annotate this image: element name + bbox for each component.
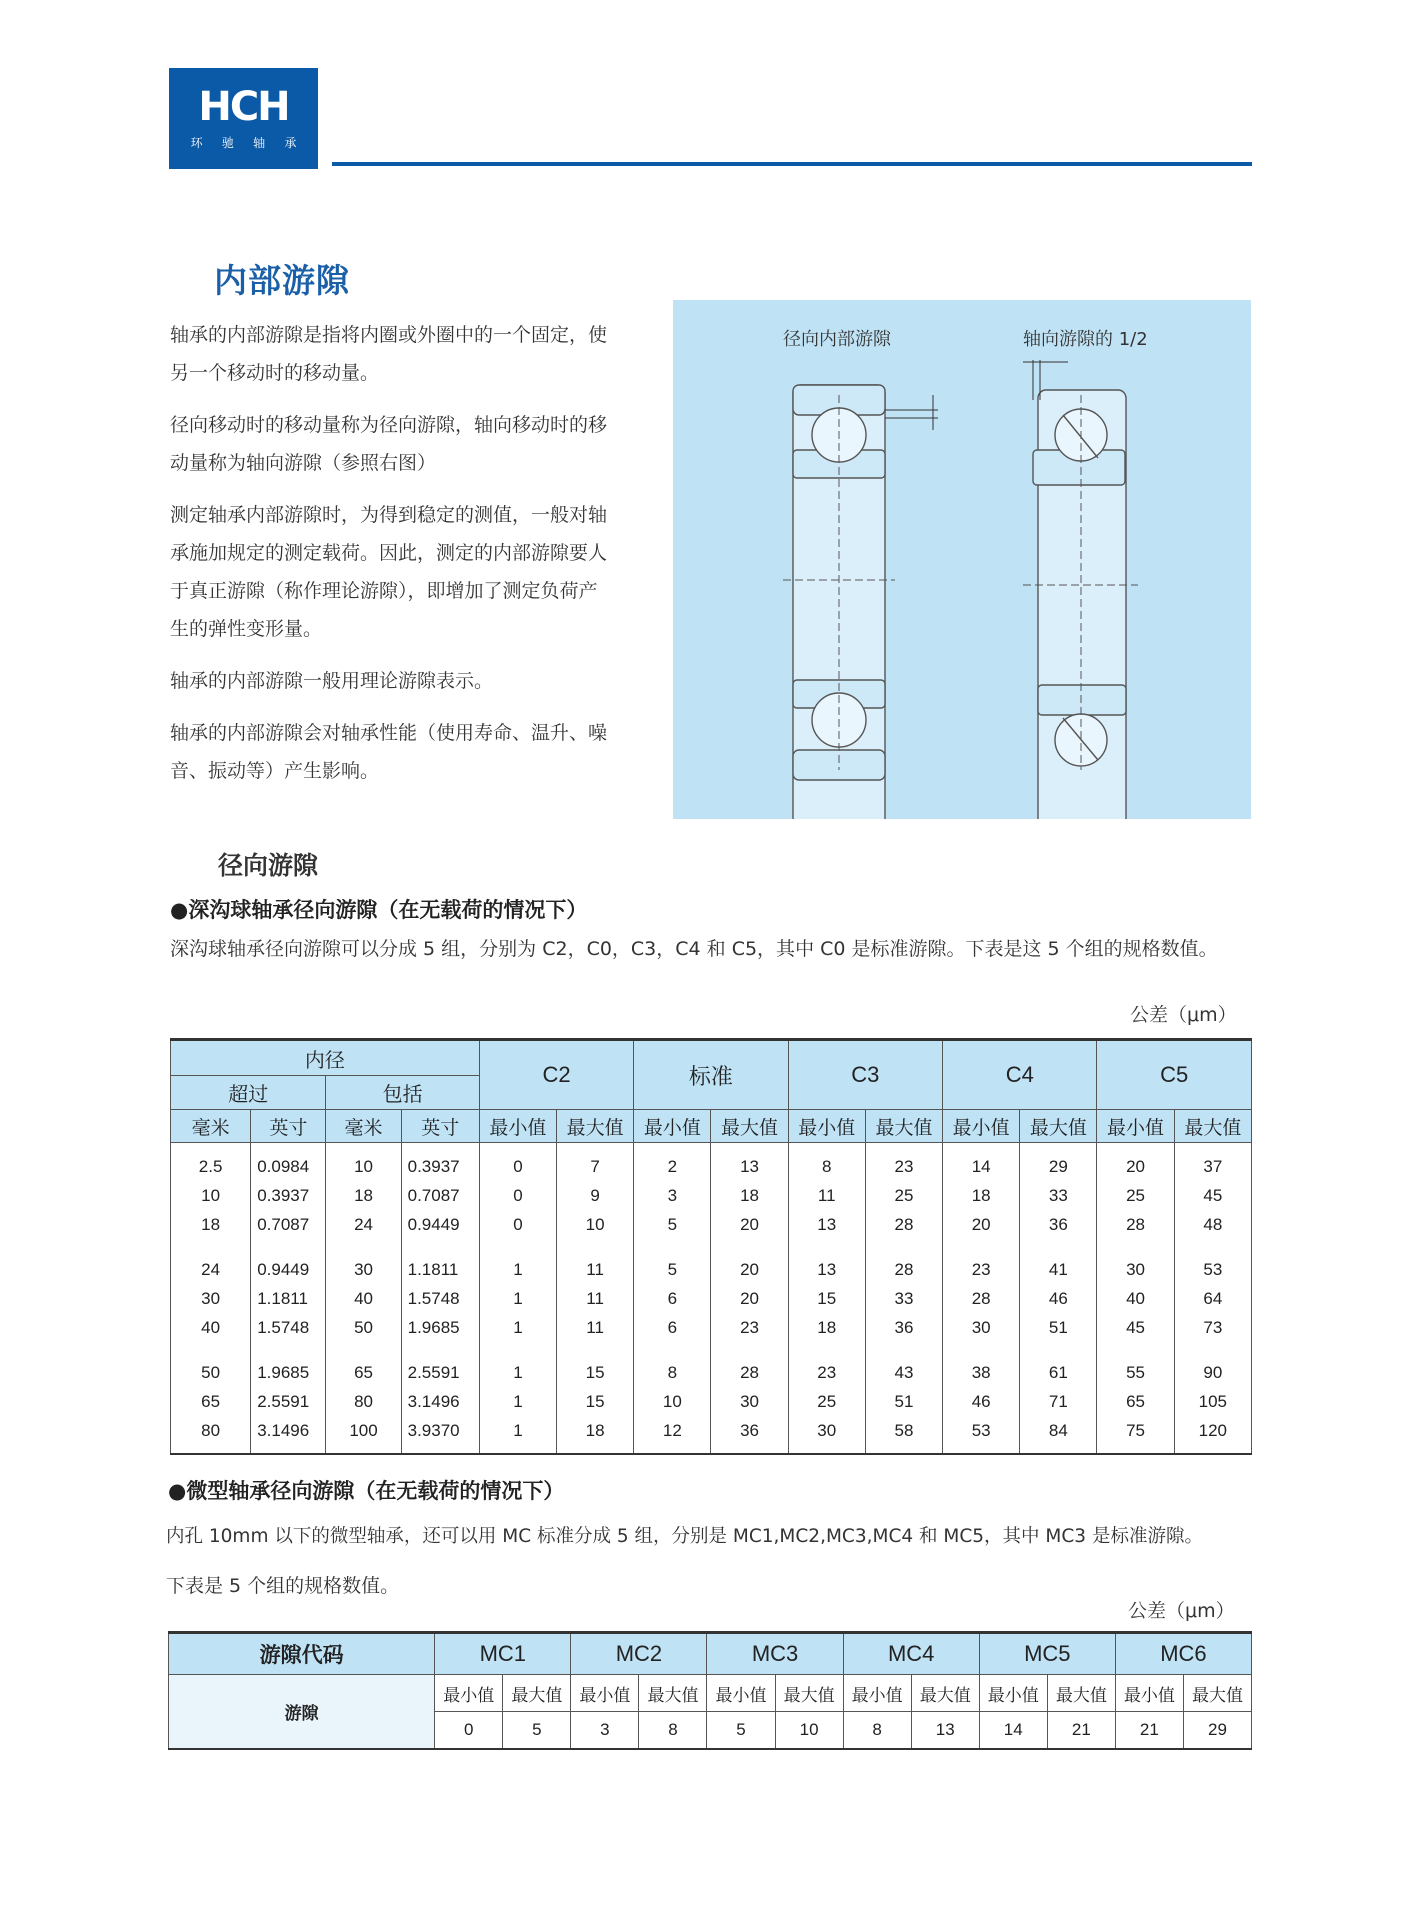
header-max: 最大值 — [865, 1110, 942, 1143]
table-cell: 30 — [1097, 1240, 1174, 1285]
header-clearance-code: 游隙代码 — [169, 1633, 435, 1675]
table-cell: 15 — [788, 1285, 865, 1314]
table-cell: 15 — [557, 1343, 634, 1388]
header-max: 最大值 — [1047, 1675, 1115, 1712]
table-cell: 23 — [943, 1240, 1020, 1285]
table-cell: 3.9370 — [401, 1417, 479, 1454]
header-min: 最小值 — [1097, 1110, 1174, 1143]
table-cell: 24 — [171, 1240, 251, 1285]
header-max: 最大值 — [911, 1675, 979, 1712]
logo-mark: HCH — [198, 84, 289, 130]
miniature-description-2: 下表是 5 个组的规格数值。 — [166, 1575, 400, 1597]
clearance-diagram — [673, 300, 1251, 819]
table-cell: 7 — [557, 1143, 634, 1182]
table-cell: 21 — [1115, 1712, 1183, 1749]
table-cell: 45 — [1097, 1314, 1174, 1343]
table-cell: 11 — [557, 1314, 634, 1343]
logo-char: 轴 — [253, 136, 266, 150]
table-cell: 2.5591 — [251, 1388, 326, 1417]
header-min: 最小值 — [788, 1110, 865, 1143]
header-min: 最小值 — [435, 1675, 503, 1712]
table-cell: 40 — [1097, 1285, 1174, 1314]
table-cell: 6 — [634, 1314, 711, 1343]
intro-paragraph: 径向移动时的移动量称为径向游隙，轴向移动时的移动量称为轴向游隙（参照右图） — [170, 414, 608, 474]
table-cell: 10 — [634, 1388, 711, 1417]
header-over: 超过 — [171, 1076, 326, 1110]
header-max: 最大值 — [775, 1675, 843, 1712]
table-cell: 3 — [571, 1712, 639, 1749]
table-cell: 13 — [711, 1143, 788, 1182]
header-mm: 毫米 — [171, 1110, 251, 1143]
table-cell: 28 — [1097, 1211, 1174, 1240]
header-mc5: MC5 — [979, 1633, 1115, 1675]
intro-paragraph: 轴承的内部游隙会对轴承性能（使用寿命、温升、噪音、振动等）产生影响。 — [170, 722, 608, 782]
table-cell: 0 — [479, 1211, 556, 1240]
table-cell: 11 — [788, 1182, 865, 1211]
logo-subtitle — [169, 134, 318, 151]
table-cell: 1 — [479, 1417, 556, 1454]
table-cell: 65 — [326, 1343, 401, 1388]
table-cell: 40 — [171, 1314, 251, 1343]
table-cell: 0.9449 — [401, 1211, 479, 1240]
table-cell: 8 — [634, 1343, 711, 1388]
header-c2: C2 — [479, 1040, 633, 1110]
table-row — [171, 1388, 1252, 1417]
logo-char: 承 — [284, 136, 297, 150]
table-cell: 48 — [1174, 1211, 1251, 1240]
table-cell: 20 — [1097, 1143, 1174, 1182]
table-cell: 1.9685 — [401, 1314, 479, 1343]
table-cell: 53 — [1174, 1240, 1251, 1285]
table-cell: 28 — [865, 1240, 942, 1285]
table2-unit: 公差（μm） — [1128, 1600, 1235, 1622]
header-max: 最大值 — [711, 1110, 788, 1143]
table-row — [171, 1240, 1252, 1285]
table-cell: 41 — [1020, 1240, 1097, 1285]
table-cell: 37 — [1174, 1143, 1251, 1182]
table-cell: 13 — [911, 1712, 979, 1749]
table-cell: 6 — [634, 1285, 711, 1314]
table1-unit: 公差（μm） — [1130, 1004, 1237, 1026]
table-cell: 24 — [326, 1211, 401, 1240]
table-cell: 8 — [639, 1712, 707, 1749]
table-cell: 58 — [865, 1417, 942, 1454]
table-row — [171, 1343, 1252, 1388]
table-cell: 11 — [557, 1240, 634, 1285]
table-row — [171, 1314, 1252, 1343]
table-cell: 30 — [326, 1240, 401, 1285]
miniature-description: 内孔 10mm 以下的微型轴承，还可以用 MC 标准分成 5 组，分别是 MC1,MC2,MC3,MC4 和 MC5，其中 MC3 是标准游隙。 — [166, 1526, 1203, 1547]
header-mc6: MC6 — [1115, 1633, 1251, 1675]
table-cell: 51 — [865, 1388, 942, 1417]
table-cell: 2 — [634, 1143, 711, 1182]
table-cell: 80 — [326, 1388, 401, 1417]
header-mc3: MC3 — [707, 1633, 843, 1675]
header-bore: 内径 — [171, 1040, 480, 1076]
header-standard: 标准 — [634, 1040, 788, 1110]
table-cell: 38 — [943, 1343, 1020, 1388]
table-cell: 20 — [943, 1211, 1020, 1240]
table-cell: 51 — [1020, 1314, 1097, 1343]
header-min: 最小值 — [634, 1110, 711, 1143]
table-cell: 0.0984 — [251, 1143, 326, 1182]
header-max: 最大值 — [557, 1110, 634, 1143]
table-cell: 25 — [788, 1388, 865, 1417]
table-cell: 33 — [1020, 1182, 1097, 1211]
table-cell: 25 — [865, 1182, 942, 1211]
table-cell: 61 — [1020, 1343, 1097, 1388]
table-cell: 18 — [711, 1182, 788, 1211]
table-row — [171, 1143, 1252, 1182]
table-cell: 11 — [557, 1285, 634, 1314]
header-min: 最小值 — [843, 1675, 911, 1712]
bearing-illustration — [673, 300, 1251, 819]
table-cell: 12 — [634, 1417, 711, 1454]
table-cell: 1 — [479, 1285, 556, 1314]
table-cell: 1 — [479, 1343, 556, 1388]
table-cell: 10 — [775, 1712, 843, 1749]
header-c4: C4 — [943, 1040, 1097, 1110]
table-cell: 30 — [943, 1314, 1020, 1343]
header-c5: C5 — [1097, 1040, 1252, 1110]
table-row — [171, 1211, 1252, 1240]
table-cell: 3.1496 — [251, 1417, 326, 1454]
table-cell: 23 — [711, 1314, 788, 1343]
table-cell: 100 — [326, 1417, 401, 1454]
table-cell: 45 — [1174, 1182, 1251, 1211]
table-cell: 1 — [479, 1314, 556, 1343]
table-cell: 29 — [1183, 1712, 1251, 1749]
table-cell: 0.3937 — [251, 1182, 326, 1211]
company-logo — [169, 68, 318, 169]
table-cell: 120 — [1174, 1417, 1251, 1454]
logo-char: 驰 — [221, 136, 234, 150]
table-cell: 2.5591 — [401, 1343, 479, 1388]
table-cell: 0 — [479, 1182, 556, 1211]
table-cell: 73 — [1174, 1314, 1251, 1343]
header-mm: 毫米 — [326, 1110, 401, 1143]
table-cell: 0.7087 — [401, 1182, 479, 1211]
table-cell: 3.1496 — [401, 1388, 479, 1417]
radial-clearance-title: 径向游隙 — [218, 851, 319, 880]
table-cell: 40 — [326, 1285, 401, 1314]
miniature-clearance-table — [168, 1631, 1252, 1750]
table-cell: 13 — [788, 1211, 865, 1240]
table-cell: 46 — [1020, 1285, 1097, 1314]
header-mc4: MC4 — [843, 1633, 979, 1675]
header-max: 最大值 — [503, 1675, 571, 1712]
header-min: 最小值 — [571, 1675, 639, 1712]
table-cell: 20 — [711, 1240, 788, 1285]
table-row — [171, 1417, 1252, 1454]
table-cell: 43 — [865, 1343, 942, 1388]
header-inch: 英寸 — [251, 1110, 326, 1143]
axial-clearance-label: 轴向游隙的 1/2 — [1023, 329, 1148, 350]
table-cell: 5 — [503, 1712, 571, 1749]
table-cell: 14 — [943, 1143, 1020, 1182]
intro-paragraph: 测定轴承内部游隙时，为得到稳定的测值，一般对轴承施加规定的测定载荷。因此，测定的内部游隙要人于真正游隙（称作理论游隙），即增加了测定负荷产生的弹性变形量。 — [170, 504, 608, 640]
table-cell: 20 — [711, 1285, 788, 1314]
table-cell: 21 — [1047, 1712, 1115, 1749]
table-cell: 18 — [326, 1182, 401, 1211]
table-cell: 36 — [711, 1417, 788, 1454]
header-mc1: MC1 — [435, 1633, 571, 1675]
table-cell: 0.3937 — [401, 1143, 479, 1182]
deep-groove-title: ●深沟球轴承径向游隙（在无载荷的情况下） — [170, 898, 588, 922]
table-cell: 5 — [634, 1211, 711, 1240]
table-cell: 9 — [557, 1182, 634, 1211]
table-cell: 1.5748 — [401, 1285, 479, 1314]
table-cell: 18 — [557, 1417, 634, 1454]
table-cell: 1.1811 — [251, 1285, 326, 1314]
table-cell: 75 — [1097, 1417, 1174, 1454]
radial-clearance-label: 径向内部游隙 — [783, 329, 891, 350]
table-cell: 71 — [1020, 1388, 1097, 1417]
table-cell: 55 — [1097, 1343, 1174, 1388]
table1-body — [171, 1143, 1252, 1454]
table-cell: 1.5748 — [251, 1314, 326, 1343]
table-cell: 18 — [943, 1182, 1020, 1211]
table-cell: 14 — [979, 1712, 1047, 1749]
table-cell: 18 — [788, 1314, 865, 1343]
table-cell: 18 — [171, 1211, 251, 1240]
header-max: 最大值 — [1174, 1110, 1251, 1143]
table-cell: 10 — [326, 1143, 401, 1182]
table-cell: 0.7087 — [251, 1211, 326, 1240]
table-cell: 28 — [943, 1285, 1020, 1314]
table-cell: 28 — [865, 1211, 942, 1240]
table-cell: 29 — [1020, 1143, 1097, 1182]
header-mc2: MC2 — [571, 1633, 707, 1675]
table-cell: 23 — [788, 1343, 865, 1388]
table-cell: 90 — [1174, 1343, 1251, 1388]
miniature-title: ●微型轴承径向游隙（在无载荷的情况下） — [168, 1479, 565, 1503]
table-cell: 3 — [634, 1182, 711, 1211]
table-cell: 1.1811 — [401, 1240, 479, 1285]
header-c3: C3 — [788, 1040, 942, 1110]
table-cell: 5 — [634, 1240, 711, 1285]
section-title: 内部游隙 — [214, 261, 350, 300]
header-incl: 包括 — [326, 1076, 479, 1110]
table-cell: 65 — [171, 1388, 251, 1417]
table-cell: 84 — [1020, 1417, 1097, 1454]
table-cell: 2.5 — [171, 1143, 251, 1182]
table-cell: 28 — [711, 1343, 788, 1388]
table-cell: 8 — [843, 1712, 911, 1749]
table-cell: 10 — [171, 1182, 251, 1211]
table-cell: 64 — [1174, 1285, 1251, 1314]
table-cell: 8 — [788, 1143, 865, 1182]
table-cell: 0 — [435, 1712, 503, 1749]
header-max: 最大值 — [1020, 1110, 1097, 1143]
table-cell: 20 — [711, 1211, 788, 1240]
header-max: 最大值 — [1183, 1675, 1251, 1712]
header-max: 最大值 — [639, 1675, 707, 1712]
header-min: 最小值 — [479, 1110, 556, 1143]
header-inch: 英寸 — [401, 1110, 479, 1143]
table-cell: 36 — [1020, 1211, 1097, 1240]
table-cell: 36 — [865, 1314, 942, 1343]
axial-bearing — [1033, 390, 1126, 819]
table-cell: 23 — [865, 1143, 942, 1182]
table-cell: 1 — [479, 1388, 556, 1417]
table-cell: 80 — [171, 1417, 251, 1454]
table-cell: 30 — [788, 1417, 865, 1454]
deep-groove-description: 深沟球轴承径向游隙可以分成 5 组，分别为 C2，C0，C3，C4 和 C5，其中 C0 是标准游隙。下表是这 5 个组的规格数值。 — [170, 938, 1218, 960]
table-cell: 30 — [171, 1285, 251, 1314]
header-min: 最小值 — [1115, 1675, 1183, 1712]
table-cell: 10 — [557, 1211, 634, 1240]
table-cell: 50 — [326, 1314, 401, 1343]
logo-char: 环 — [190, 136, 203, 150]
intro-text — [170, 316, 615, 804]
intro-paragraph: 轴承的内部游隙是指将内圈或外圈中的一个固定，使另一个移动时的移动量。 — [170, 324, 608, 384]
table-cell: 53 — [943, 1417, 1020, 1454]
table-cell: 65 — [1097, 1388, 1174, 1417]
table-cell: 105 — [1174, 1388, 1251, 1417]
header-rule — [332, 162, 1252, 166]
row-clearance-label: 游隙 — [169, 1675, 435, 1749]
table-cell: 1.9685 — [251, 1343, 326, 1388]
table-cell: 5 — [707, 1712, 775, 1749]
table-cell: 30 — [711, 1388, 788, 1417]
table-cell: 46 — [943, 1388, 1020, 1417]
header-min: 最小值 — [979, 1675, 1047, 1712]
header-min: 最小值 — [707, 1675, 775, 1712]
table-cell: 15 — [557, 1388, 634, 1417]
table-cell: 13 — [788, 1240, 865, 1285]
table-row — [171, 1285, 1252, 1314]
table-cell: 1 — [479, 1240, 556, 1285]
intro-paragraph: 轴承的内部游隙一般用理论游隙表示。 — [170, 670, 494, 692]
header-min: 最小值 — [943, 1110, 1020, 1143]
table-cell: 0 — [479, 1143, 556, 1182]
table-cell: 0.9449 — [251, 1240, 326, 1285]
table-cell: 25 — [1097, 1182, 1174, 1211]
table-row — [171, 1182, 1252, 1211]
deep-groove-clearance-table — [170, 1038, 1252, 1455]
table-cell: 33 — [865, 1285, 942, 1314]
table-cell: 50 — [171, 1343, 251, 1388]
